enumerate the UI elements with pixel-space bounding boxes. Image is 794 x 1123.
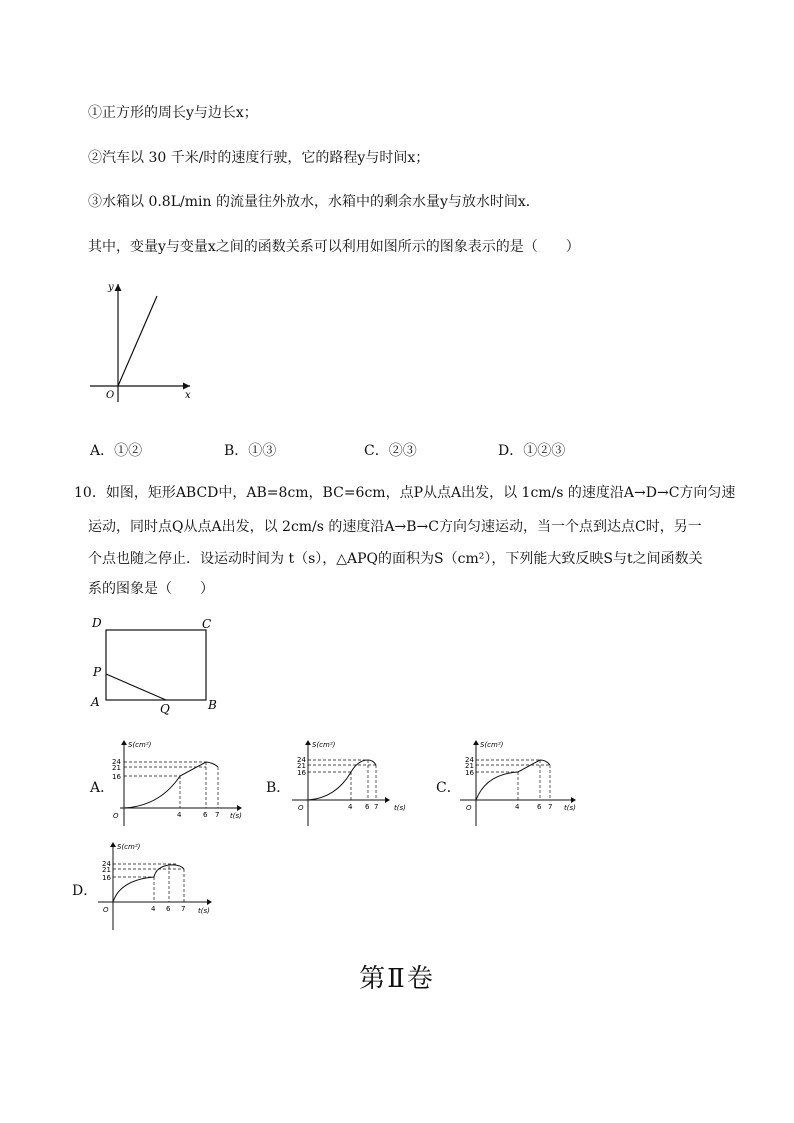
graph-d-y-axis-label: S(cm²) (117, 843, 141, 851)
graph-d-tick-21: 21 (102, 866, 111, 874)
label-c: C (202, 617, 212, 631)
q10-option-c-graph[interactable] (456, 736, 596, 828)
q10-option-a-graph[interactable] (110, 736, 250, 828)
graph-a-tick-4: 4 (177, 811, 182, 819)
q10-option-b-letter[interactable]: B． (266, 780, 291, 796)
graph-b-content (292, 740, 390, 826)
section-title: 第Ⅱ卷 (359, 964, 435, 994)
q9-item-2: ②汽车以 30 千米/时的速度行驶，它的路程y与时间x； (88, 150, 430, 166)
q9-option-a-letter: A． (90, 443, 115, 459)
graph-d-tick-24: 24 (102, 860, 111, 868)
graph-c-y-axis-label: S(cm²) (480, 741, 504, 749)
q9-origin-label: O (106, 390, 115, 401)
graph-a-tick-6: 6 (203, 811, 208, 819)
graph-d-x-axis-label: t(s) (198, 907, 210, 915)
graph-c-tick-21: 21 (465, 762, 474, 770)
q10-line-3: 个点也随之停止．设运动时间为 t（s），△APQ的面积为S（cm²），下列能大致反映S与t之间函数关 (88, 551, 703, 567)
q9-option-a[interactable] (90, 440, 142, 460)
graph-a-x-axis-label: t(s) (230, 812, 242, 820)
graph-d-content (98, 842, 212, 930)
q9-option-c[interactable] (364, 440, 417, 460)
graph-a-origin: O (113, 812, 119, 820)
graph-d-origin: O (103, 906, 109, 914)
graph-b-tick-7: 7 (374, 803, 379, 811)
q9-option-d[interactable] (498, 440, 565, 460)
graph-a-tick-16: 16 (112, 773, 121, 781)
graph-a-tick-7: 7 (215, 811, 220, 819)
graph-c-x-axis-label: t(s) (564, 804, 576, 812)
q9-graph-line (118, 296, 157, 386)
q10-line-1: 10．如图，矩形ABCD中，AB=8cm，BC=6cm，点P从点A出发，以 1cm/s 的速度沿A→D→C方向匀速 (74, 485, 736, 501)
graph-b-origin: O (298, 804, 304, 812)
graph-d-tick-6: 6 (166, 905, 171, 913)
graph-c-tick-4: 4 (515, 803, 520, 811)
q9-graph (86, 278, 206, 406)
graph-b-tick-6: 6 (365, 803, 370, 811)
q9-item-1: ①正方形的周长y与边长x； (88, 105, 258, 121)
rectangle-abcd (106, 630, 206, 700)
graph-a-y-axis-label: S(cm²) (128, 741, 152, 749)
graph-c-tick-7: 7 (548, 803, 553, 811)
q9-option-c-text: ②③ (388, 443, 417, 459)
graph-d-tick-7: 7 (181, 905, 186, 913)
graph-b-tick-4: 4 (348, 803, 353, 811)
label-p: P (93, 665, 102, 679)
q9-y-label: y (108, 282, 114, 293)
q10-option-c-letter[interactable]: C． (436, 780, 461, 796)
q9-option-d-text: ①②③ (523, 443, 566, 459)
q10-line-2: 运动，同时点Q从点A出发，以 2cm/s 的速度沿A→B→C方向匀速运动，当一个点到达点C时，另一 (88, 519, 702, 535)
q9-option-b[interactable] (224, 440, 276, 460)
graph-b-tick-21: 21 (297, 762, 306, 770)
graph-d-tick-4: 4 (151, 905, 156, 913)
q9-item-3: ③水箱以 0.8L/min 的流量往外放水，水箱中的剩余水量y与放水时间x． (88, 194, 540, 210)
graph-c-content (460, 740, 576, 826)
graph-c-origin: O (466, 804, 472, 812)
q9-option-b-letter: B． (224, 443, 249, 459)
graph-d-tick-16: 16 (102, 874, 111, 882)
q9-option-d-letter: D． (498, 443, 524, 459)
q10-option-d-graph[interactable] (94, 840, 234, 932)
graph-b-tick-24: 24 (297, 756, 306, 764)
graph-b-tick-16: 16 (297, 769, 306, 777)
q9-option-a-text: ①② (114, 443, 143, 459)
graph-b-x-axis-label: t(s) (394, 804, 406, 812)
label-a: A (91, 695, 100, 709)
label-q: Q (160, 702, 170, 716)
q9-question: 其中，变量y与变量x之间的函数关系可以利用如图所示的图象表示的是（ ） (88, 239, 580, 255)
q10-option-b-graph[interactable] (288, 736, 428, 828)
graph-a-tick-21: 21 (112, 764, 121, 772)
graph-b-y-axis-label: S(cm²) (312, 741, 336, 749)
segment-pq (106, 674, 166, 700)
graph-c-tick-24: 24 (465, 756, 474, 764)
q10-rectangle-figure (86, 612, 226, 716)
q9-option-b-text: ①③ (248, 443, 277, 459)
q10-option-d-letter[interactable]: D． (72, 883, 98, 899)
q10-line-4: 系的图象是（ ） (88, 581, 214, 597)
q10-option-a-letter[interactable]: A． (90, 780, 115, 796)
graph-a-tick-24: 24 (112, 758, 121, 766)
label-b: B (208, 698, 217, 712)
graph-c-tick-16: 16 (465, 769, 474, 777)
graph-c-tick-6: 6 (537, 803, 542, 811)
q9-x-label: x (185, 390, 191, 401)
q9-option-c-letter: C． (364, 443, 389, 459)
label-d: D (92, 616, 102, 630)
